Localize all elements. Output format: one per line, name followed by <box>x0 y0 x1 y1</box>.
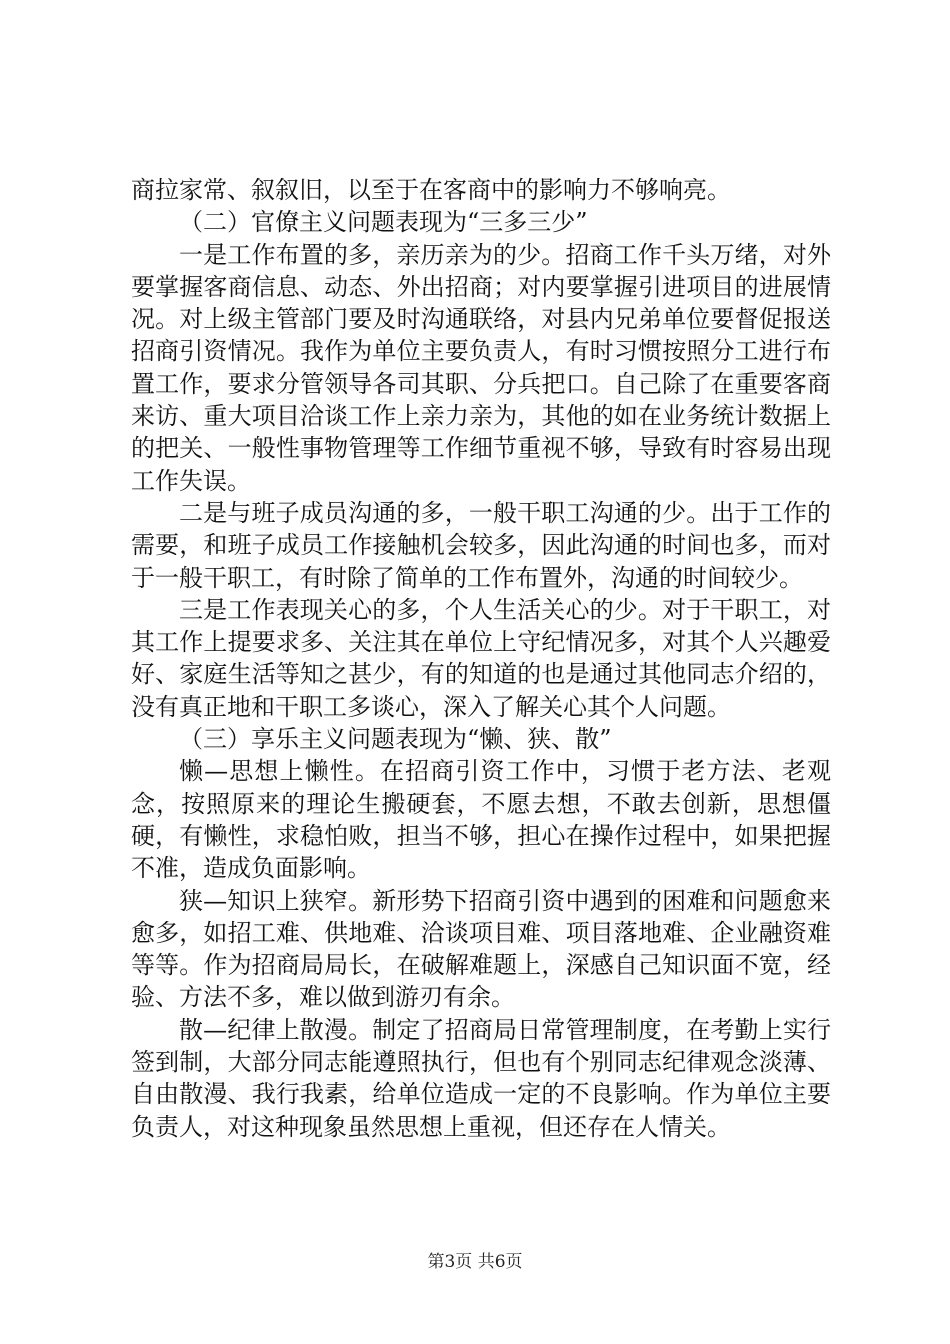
paragraph-narrow: 狭—知识上狭窄。新形势下招商引资中遇到的困难和问题愈来愈多，如招工难、供地难、洽谈项目难、项目落地难、企业融资难等等。作为招商局局长，在破解难题上，深感自己知识面不宽，经验、方法不多，难以做到游刃有余。 <box>131 886 831 1012</box>
paragraph-point-one: 一是工作布置的多，亲历亲为的少。招商工作千头万绪，对外要掌握客商信息、动态、外出招商；对内要掌握引进项目的进展情况。对上级主管部门要及时沟通联络，对县内兄弟单位要督促报送招商引资情况。我作为单位主要负责人，有时习惯按照分工进行布置工作，要求分管领导各司其职、分兵把口。自己除了在重要客商来访、重大项目洽谈工作上亲力亲为，其他的如在业务统计数据上的把关、一般性事物管理等工作细节重视不够，导致有时容易出现工作失误。 <box>131 240 831 495</box>
paragraph-point-three: 三是工作表现关心的多，个人生活关心的少。对于干职工，对其工作上提要求多、关注其在单位上守纪情况多，对其个人兴趣爱好、家庭生活等知之甚少，有的知道的也是通过其他同志介绍的，没有真正地和干职工多谈心，深入了解关心其个人问题。 <box>131 595 831 721</box>
paragraph-loose: 散—纪律上散漫。制定了招商局日常管理制度，在考勤上实行签到制，大部分同志能遵照执行，但也有个别同志纪律观念淡薄、自由散漫、我行我素，给单位造成一定的不良影响。作为单位主要负责人，对这种现象虽然思想上重视，但还存在人情关。 <box>131 1015 831 1141</box>
section-heading-hedonism: （三）享乐主义问题表现为“懒、狭、散” <box>179 725 612 754</box>
paragraph-continuation: 商拉家常、叙叙旧，以至于在客商中的影响力不够响亮。 <box>131 176 731 204</box>
document-body <box>131 174 831 1143</box>
paragraph-point-two: 二是与班子成员沟通的多，一般干职工沟通的少。出于工作的需要，和班子成员工作接触机会较多，因此沟通的时间也多，而对于一般干职工，有时除了简单的工作布置外，沟通的时间较少。 <box>131 498 831 592</box>
page-number-footer: 第3页 共6页 <box>427 1252 523 1272</box>
section-heading-bureaucratism: （二）官僚主义问题表现为“三多三少” <box>179 208 588 237</box>
paragraph-lazy: 懒—思想上懒性。在招商引资工作中，习惯于老方法、老观念，按照原来的理论生搬硬套，不愿去想，不敢去创新，思想僵硬，有懒性，求稳怕败，担当不够，担心在操作过程中，如果把握不准，造成负面影响。 <box>131 757 831 883</box>
